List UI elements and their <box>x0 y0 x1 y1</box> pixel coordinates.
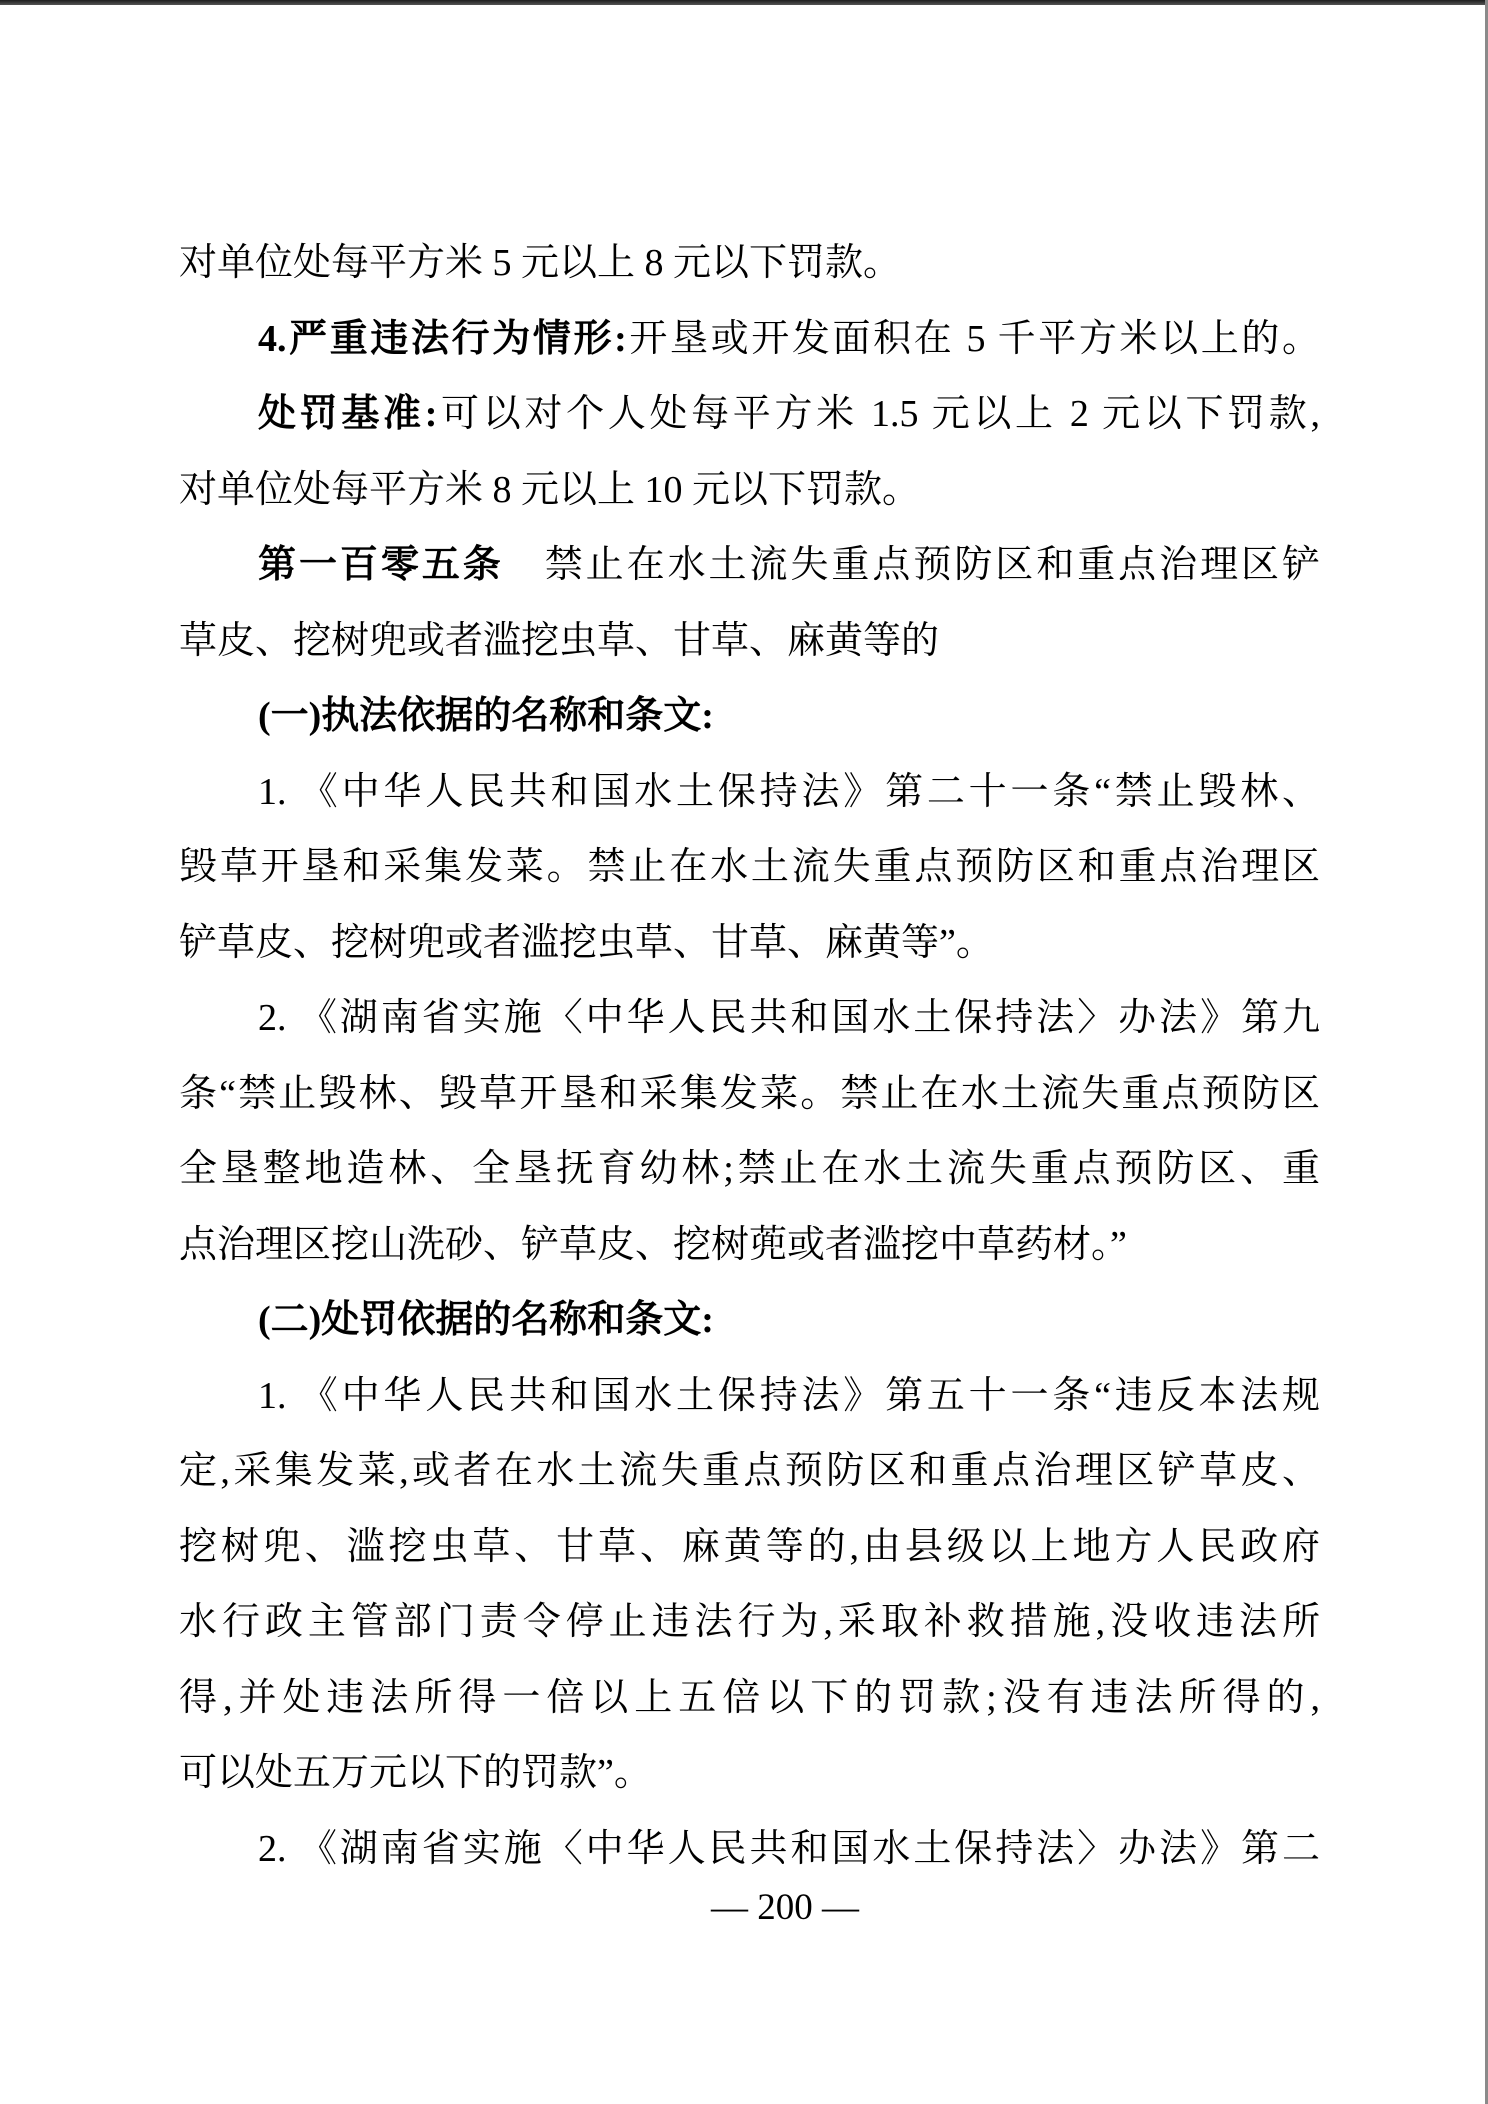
text-line <box>179 981 1320 1057</box>
text-line <box>179 1812 1320 1888</box>
bold-text-segment: (二)处罚依据的名称和条文: <box>258 1299 714 1341</box>
text-line <box>179 1359 1320 1435</box>
text-line <box>179 830 1320 906</box>
text-segment: 对单位处每平方米 8 元以上 10 元以下罚款。 <box>179 468 921 511</box>
text-line <box>179 1132 1320 1208</box>
text-line <box>179 302 1320 378</box>
text-line <box>179 1208 1320 1284</box>
text-line <box>179 1661 1320 1737</box>
text-segment: 点治理区挖山洗砂、铲草皮、挖树蔸或者滥挖中草药材。” <box>179 1223 1127 1266</box>
bold-text-segment: 4.严重违法行为情形: <box>258 317 627 360</box>
text-line <box>179 679 1320 755</box>
text-segment: 禁止在水土流失重点预防区和重点治理区铲 <box>503 544 1320 586</box>
page-top-edge <box>0 0 1488 5</box>
text-segment: 1. 《中华人民共和国水土保持法》第二十一条“禁止毁林、 <box>258 770 1320 813</box>
text-segment: 对单位处每平方米 5 元以上 8 元以下罚款。 <box>179 242 902 284</box>
text-segment: 可以对个人处每平方米 1.5 元以上 2 元以下罚款, <box>437 393 1320 435</box>
text-segment: 开垦或开发面积在 5 千平方米以上的。 <box>626 317 1320 360</box>
text-line <box>179 1510 1320 1586</box>
text-line <box>179 226 1320 302</box>
text-line <box>179 1057 1320 1133</box>
text-line <box>179 1434 1320 1510</box>
page-number: — 200 — <box>711 1887 859 1928</box>
bold-text-segment: 第一百零五条 <box>258 544 504 586</box>
text-segment: 2. 《湖南省实施〈中华人民共和国水土保持法〉办法》第二 <box>258 1827 1320 1870</box>
text-segment: 可以处五万元以下的罚款”。 <box>179 1752 652 1794</box>
text-line <box>179 453 1320 529</box>
text-line <box>179 755 1320 831</box>
text-line <box>179 604 1320 680</box>
text-line <box>179 1585 1320 1661</box>
text-segment: 挖树兜、滥挖虫草、甘草、麻黄等的,由县级以上地方人民政府 <box>179 1525 1320 1568</box>
text-segment: 得,并处违法所得一倍以上五倍以下的罚款;没有违法所得的, <box>179 1676 1320 1719</box>
text-line <box>179 1736 1320 1812</box>
text-segment: 条“禁止毁林、毁草开垦和采集发菜。禁止在水土流失重点预防区 <box>179 1072 1320 1115</box>
bold-text-segment: (一)执法依据的名称和条文: <box>258 695 714 737</box>
text-segment: 定,采集发菜,或者在水土流失重点预防区和重点治理区铲草皮、 <box>179 1450 1320 1492</box>
text-line <box>179 377 1320 453</box>
text-segment: 草皮、挖树兜或者滥挖虫草、甘草、麻黄等的 <box>179 619 940 662</box>
text-segment: 1. 《中华人民共和国水土保持法》第五十一条“违反本法规 <box>258 1374 1320 1417</box>
text-line <box>179 528 1320 604</box>
text-segment: 水行政主管部门责令停止违法行为,采取补救措施,没收违法所 <box>179 1601 1320 1643</box>
text-segment: 铲草皮、挖树兜或者滥挖虫草、甘草、麻黄等”。 <box>179 921 994 964</box>
text-segment: 毁草开垦和采集发菜。禁止在水土流失重点预防区和重点治理区 <box>179 846 1320 888</box>
text-segment: 2. 《湖南省实施〈中华人民共和国水土保持法〉办法》第九 <box>258 997 1320 1039</box>
text-line <box>179 1283 1320 1359</box>
text-line <box>179 906 1320 982</box>
bold-text-segment: 处罚基准: <box>258 393 438 435</box>
document-body <box>179 226 1320 1887</box>
text-segment: 全垦整地造林、全垦抚育幼林;禁止在水土流失重点预防区、重 <box>179 1148 1320 1190</box>
